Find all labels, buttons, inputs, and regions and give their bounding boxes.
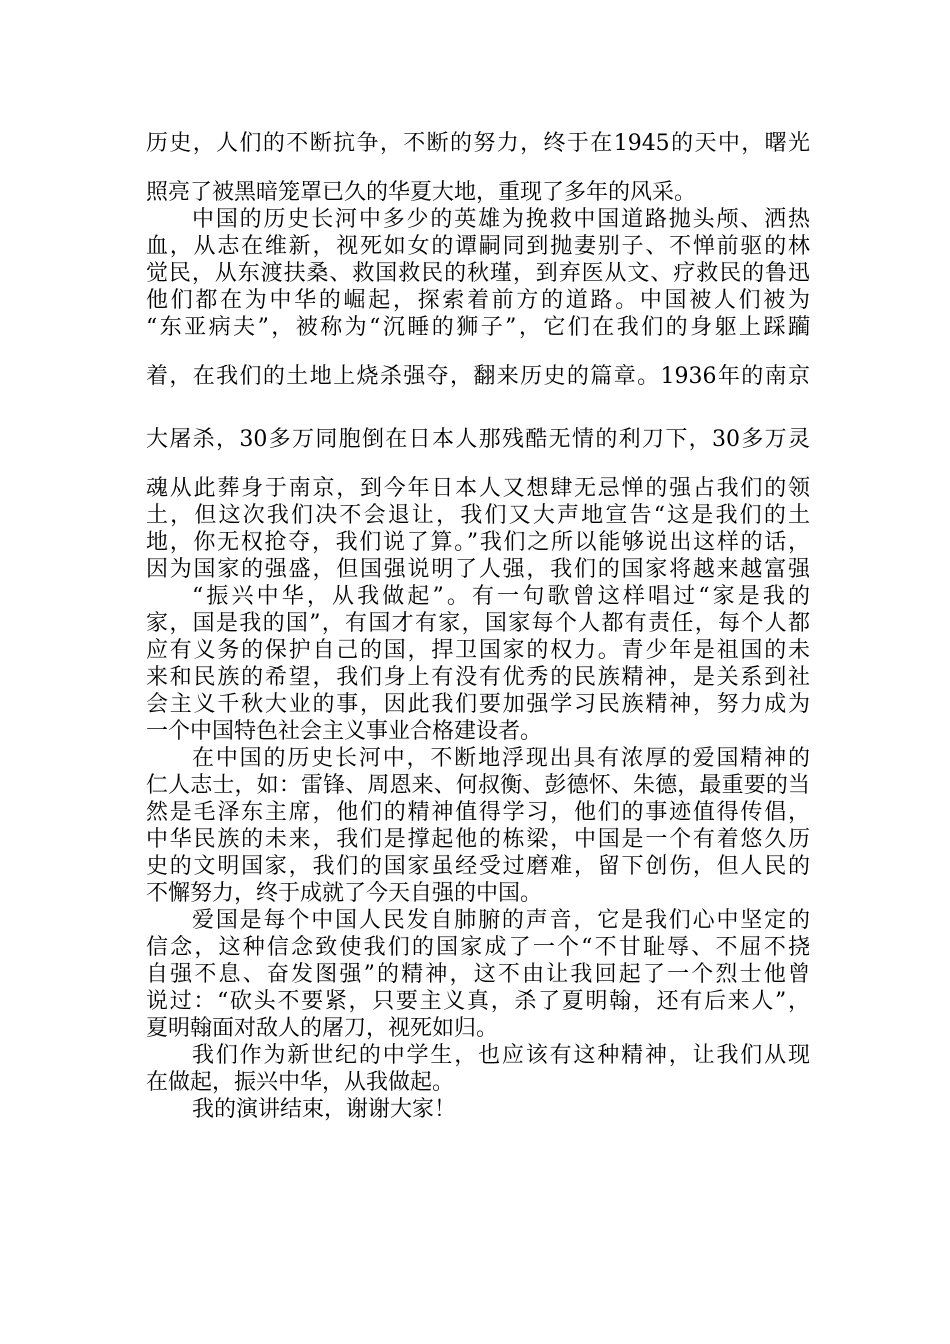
text-line: 照亮了被黑暗笼罩已久的华夏大地，重现了多年的风采。 [146, 180, 697, 205]
text-line: 应有义务的保护自己的国，捍卫国家的权力。青少年是祖国的未 [146, 638, 810, 663]
text-line: 他们都在为中华的崛起，探索着前方的道路。中国被人们被为 [146, 288, 810, 313]
text-line: 不懈努力，终于成就了今天自强的中国。 [146, 881, 543, 906]
text-line: 我的演讲结束，谢谢大家！ [192, 1097, 457, 1122]
speech-body [146, 130, 810, 1123]
text-line: 血，从志在维新，视死如女的谭嗣同到抛妻别子、不惮前驱的林 [146, 234, 810, 259]
text-line: 大屠杀，30多万同胞倒在日本人那残酷无情的利刀下，30多万灵 [146, 427, 810, 452]
text-line: 来和民族的希望，我们身上有没有优秀的民族精神，是关系到社 [146, 665, 810, 690]
text-line: 我们作为新世纪的中学生，也应该有这种精神，让我们从现 [192, 1043, 810, 1068]
text-line: 自强不息、奋发图强”的精神，这不由让我回起了一个烈士他曾 [146, 962, 810, 987]
text-line: 说过：“砍头不要紧，只要主义真，杀了夏明翰，还有后来人”， [146, 989, 810, 1014]
text-line: 在中国的历史长河中，不断地浮现出具有浓厚的爱国精神的 [192, 746, 810, 771]
text-line: 历史，人们的不断抗争，不断的努力，终于在1945的天中，曙光 [146, 131, 810, 156]
text-line: 土，但这次我们决不会退让，我们又大声地宣告“这是我们的土 [146, 503, 810, 528]
text-line: 家，国是我的国”，有国才有家，国家每个人都有责任，每个人都 [146, 611, 810, 636]
text-line: 在做起，振兴中华，从我做起。 [146, 1070, 455, 1095]
text-line: 中国的历史长河中多少的英雄为挽救中国道路抛头颅、洒热 [192, 207, 810, 232]
text-line: 魂从此葬身于南京，到今年日本人又想肆无忌惮的强占我们的领 [146, 476, 810, 501]
text-line: 会主义千秋大业的事，因此我们要加强学习民族精神，努力成为 [146, 692, 810, 717]
text-line: 觉民，从东渡扶桑、救国救民的秋瑾，到弃医从文、疗救民的鲁迅 [146, 261, 810, 286]
text-line: 夏明翰面对敌人的屠刀，视死如归。 [146, 1016, 499, 1041]
text-line: 因为国家的强盛，但国强说明了人强，我们的国家将越来越富强 [146, 557, 810, 582]
text-line: 一个中国特色社会主义事业合格建设者。 [146, 719, 543, 744]
text-line: “东亚病夫”，被称为“沉睡的狮子”，它们在我们的身躯上踩躏 [146, 315, 810, 340]
text-line: 地，你无权抢夺，我们说了算。”我们之所以能够说出这样的话， [146, 530, 810, 555]
text-line: 信念，这种信念致使我们的国家成了一个“不甘耻辱、不屈不挠 [146, 935, 810, 960]
text-line: 然是毛泽东主席，他们的精神值得学习，他们的事迹值得传倡， [146, 800, 810, 825]
text-line: “振兴中华，从我做起”。有一句歌曾这样唱过“家是我的 [192, 584, 810, 609]
text-line: 中华民族的未来，我们是撑起他的栋梁，中国是一个有着悠久历 [146, 827, 810, 852]
text-line: 爱国是每个中国人民发自肺腑的声音，它是我们心中坚定的 [192, 908, 810, 933]
text-line: 史的文明国家，我们的国家虽经受过磨难，留下创伤，但人民的 [146, 854, 810, 879]
text-line: 着，在我们的土地上烧杀强夺，翻来历史的篇章。1936年的南京 [146, 364, 810, 389]
text-line: 仁人志士，如：雷锋、周恩来、何叔衡、彭德怀、朱德，最重要的当 [146, 773, 810, 798]
